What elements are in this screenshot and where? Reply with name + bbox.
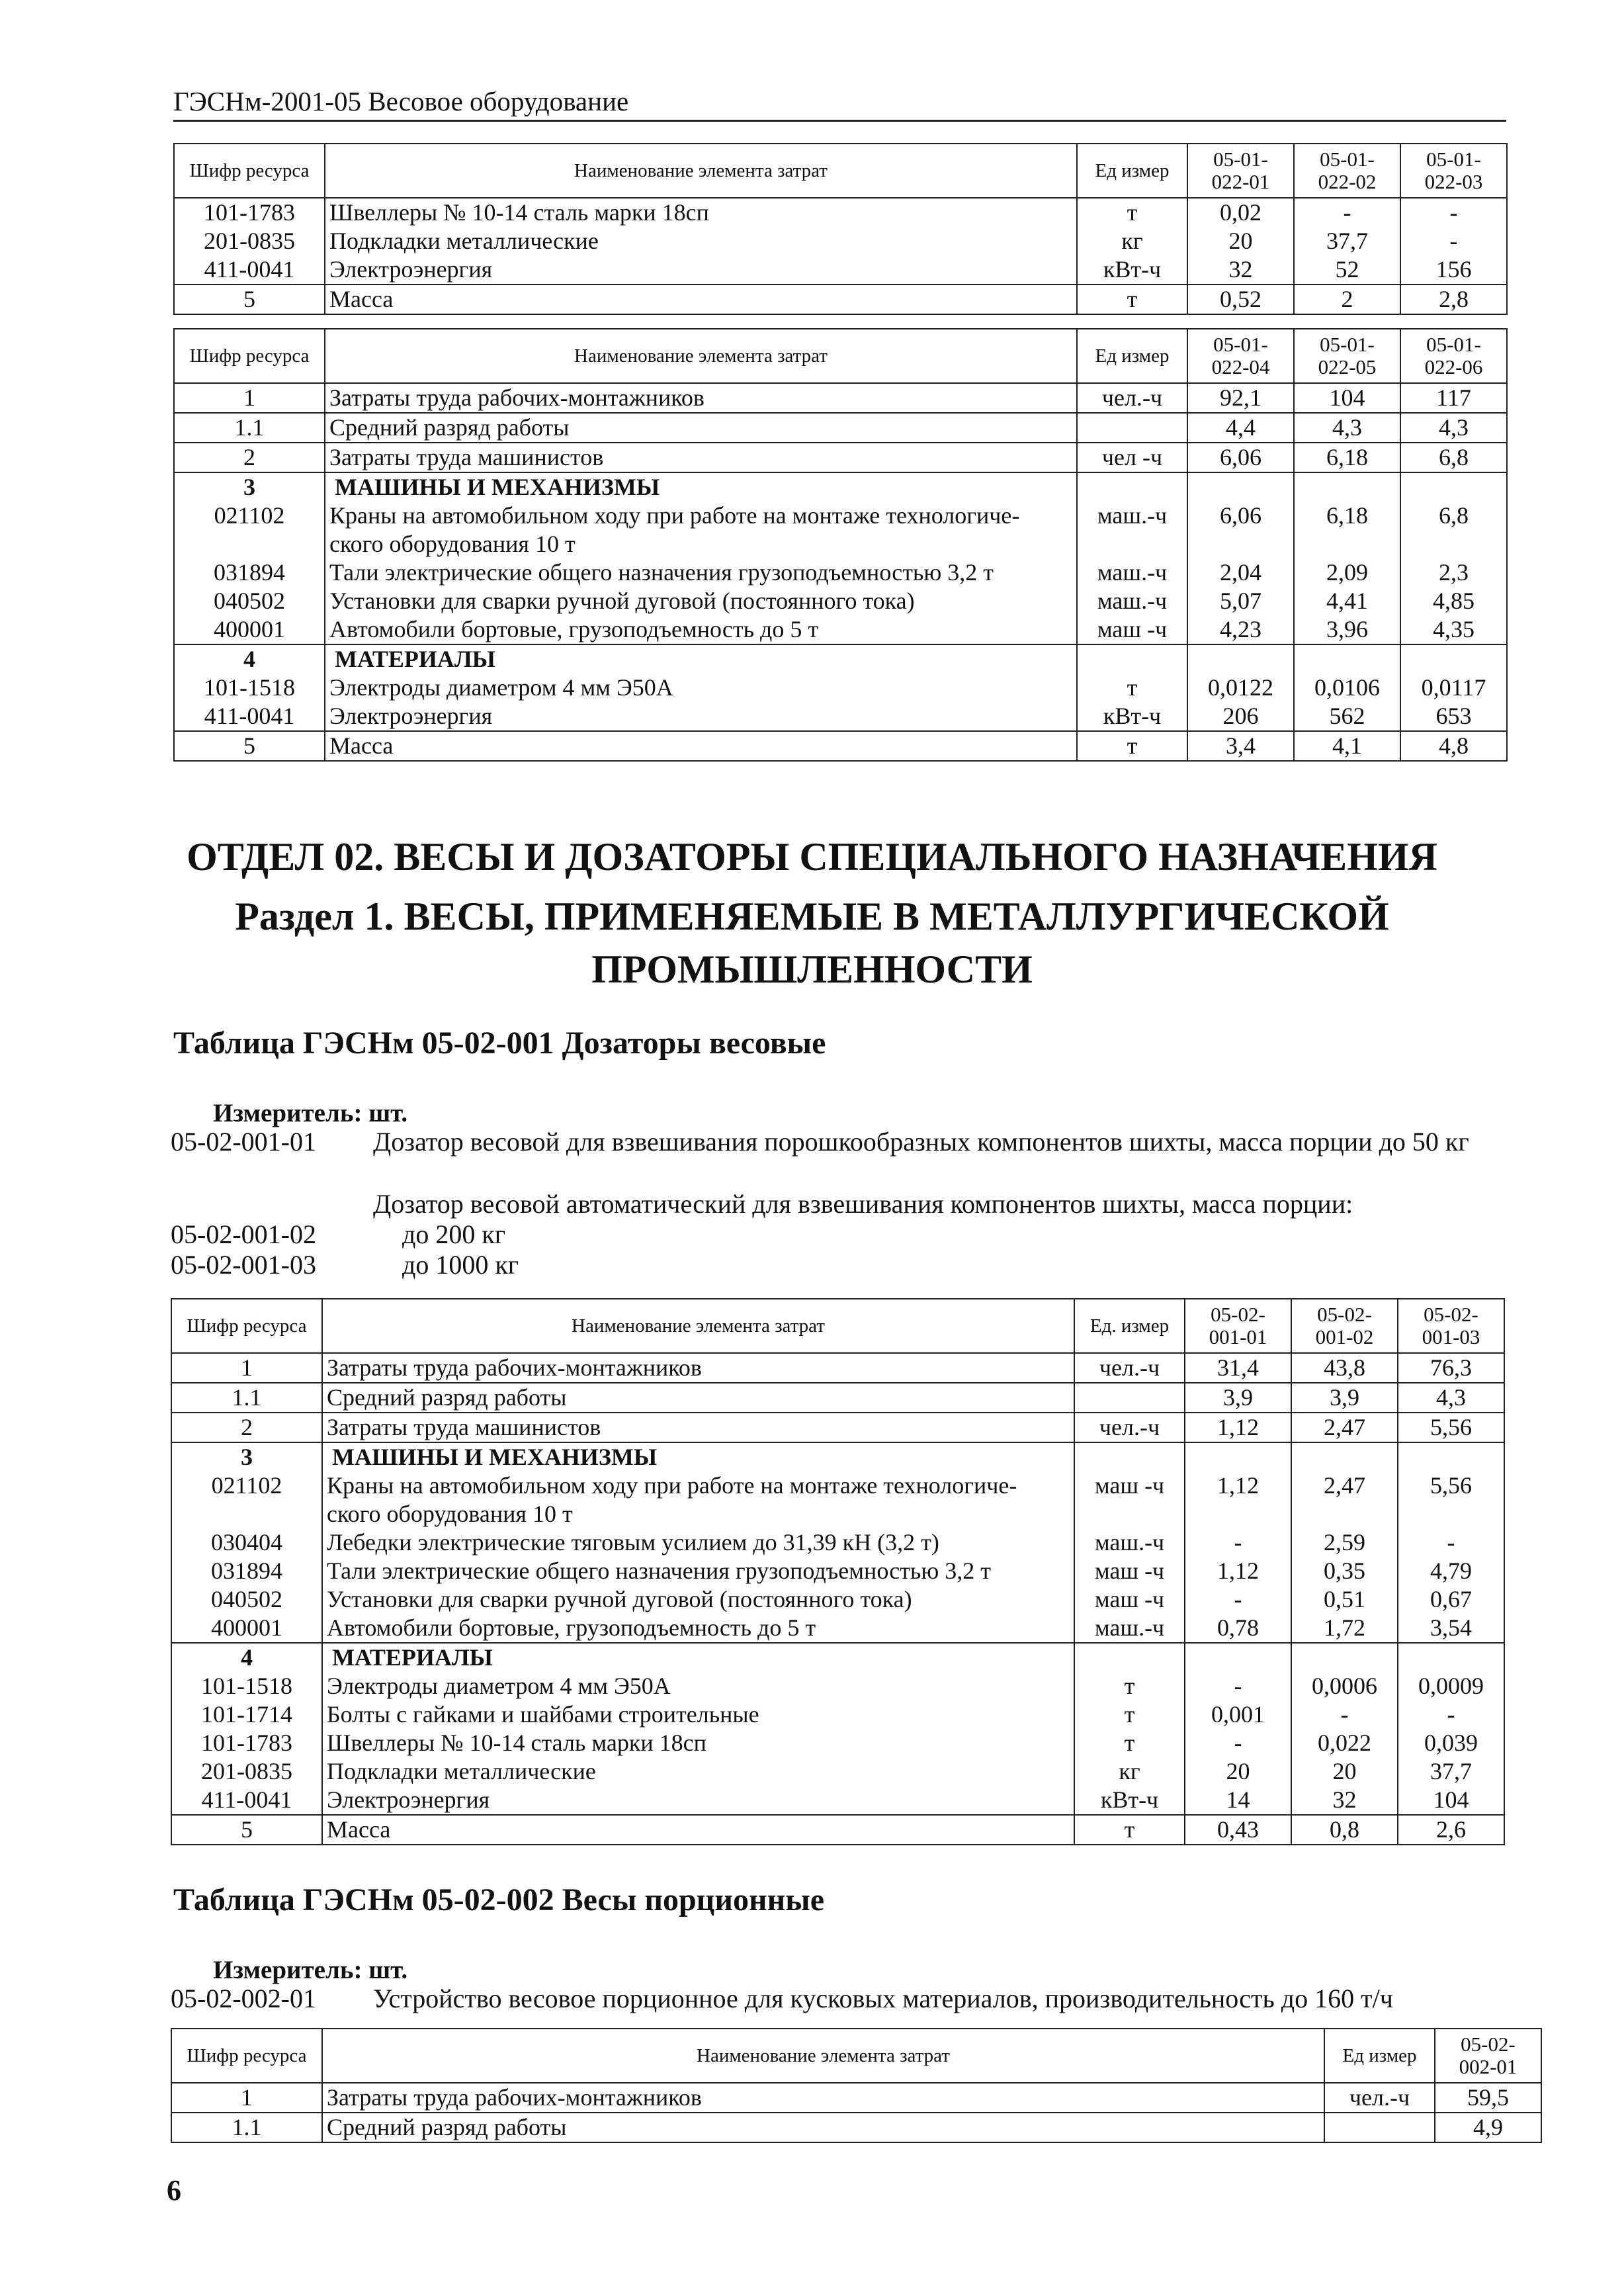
- norm-value: -: [1185, 1672, 1291, 1700]
- table-row: [174, 198, 1507, 227]
- unit-of-measure: маш.-ч: [1077, 587, 1187, 615]
- col-header-code: Шифр ресурса: [174, 329, 325, 383]
- table-row: [174, 443, 1507, 472]
- cost-element-name: Масса: [325, 731, 1077, 761]
- cost-element-name: Средний разряд работы: [325, 413, 1077, 443]
- norm-value: 43,8: [1291, 1353, 1398, 1383]
- resource-code: 201-0835: [171, 1757, 322, 1786]
- resource-code: 101-1783: [171, 1729, 322, 1757]
- norm-value: 2,47: [1291, 1471, 1398, 1528]
- resource-code: 031894: [171, 1557, 322, 1585]
- cost-element-name: Затраты труда рабочих-монтажников: [322, 1353, 1074, 1383]
- table-title: Таблица ГЭСНм 05-02-002 Весы порционные: [173, 1882, 825, 1917]
- norm-value: 32: [1187, 255, 1294, 285]
- department-heading: ОТДЕЛ 02. ВЕСЫ И ДОЗАТОРЫ СПЕЦИАЛЬНОГО НАЗНАЧЕНИЯ: [187, 835, 1437, 879]
- norm-value: 2,8: [1400, 285, 1507, 314]
- resource-code: 5: [171, 1815, 322, 1845]
- cost-element-name: Затраты труда машинистов: [325, 443, 1077, 472]
- norm-code: 05-02-002-01: [171, 1984, 316, 2013]
- norm-code: 05-02-001-01: [171, 1127, 316, 1157]
- norm-value: 5,07: [1187, 587, 1294, 615]
- section-heading-line: Раздел 1. ВЕСЫ, ПРИМЕНЯЕМЫЕ В МЕТАЛЛУРГИЧЕСКОЙ: [235, 895, 1389, 938]
- resource-code: 101-1783: [174, 198, 325, 227]
- col-header-name: Наименование элемента затрат: [325, 329, 1077, 383]
- col-header-unit: Ед. измер: [1074, 1299, 1185, 1353]
- table-row: [171, 1528, 1504, 1557]
- col-header-name: Наименование элемента затрат: [325, 144, 1077, 198]
- table-row: [171, 1815, 1504, 1845]
- unit-of-measure: [1074, 1442, 1185, 1471]
- norm-value: 0,52: [1187, 285, 1294, 314]
- norm-value: [1398, 1643, 1504, 1672]
- norm-value: [1294, 472, 1400, 502]
- norm-value: 31,4: [1185, 1353, 1291, 1383]
- col-header-norm: 05-02- 001-01: [1185, 1299, 1291, 1353]
- norm-value: 59,5: [1435, 2083, 1541, 2113]
- unit-of-measure: чел.-ч: [1074, 1353, 1185, 1383]
- norm-description: до 200 кг: [402, 1219, 506, 1249]
- resource-code: 1: [171, 2083, 322, 2113]
- table-row: [174, 674, 1507, 702]
- unit-of-measure: кВт-ч: [1074, 1786, 1185, 1815]
- col-header-norm: 05-01- 022-01: [1187, 144, 1294, 198]
- table-row: [174, 615, 1507, 644]
- norm-value: 6,8: [1400, 502, 1507, 558]
- unit-of-measure: маш -ч: [1074, 1471, 1185, 1528]
- cost-element-name: Электроды диаметром 4 мм Э50А: [325, 674, 1077, 702]
- resource-code: 1: [174, 383, 325, 413]
- norms-table-05-02-001: [171, 1298, 1505, 1845]
- resource-code: 5: [174, 285, 325, 314]
- norm-value: -: [1400, 227, 1507, 255]
- page-number: 6: [167, 2174, 181, 2207]
- unit-of-measure: т: [1077, 674, 1187, 702]
- norm-value: 37,7: [1398, 1757, 1504, 1786]
- unit-of-measure: т: [1074, 1672, 1185, 1700]
- unit-of-measure: маш.-ч: [1074, 1528, 1185, 1557]
- cost-element-name: Масса: [325, 285, 1077, 314]
- resource-code: 101-1714: [171, 1700, 322, 1729]
- norm-value: 1,72: [1291, 1614, 1398, 1643]
- unit-of-measure: т: [1077, 731, 1187, 761]
- norm-value: 2,3: [1400, 558, 1507, 587]
- col-header-norm: 05-01- 022-06: [1400, 329, 1507, 383]
- norm-value: 4,3: [1398, 1383, 1504, 1413]
- cost-element-name: Установки для сварки ручной дуговой (постоянного тока): [325, 587, 1077, 615]
- resource-code: 400001: [174, 615, 325, 644]
- norm-value: 6,06: [1187, 443, 1294, 472]
- table-row: [171, 1383, 1504, 1413]
- cost-element-name: Автомобили бортовые, грузоподъемность до 5 т: [325, 615, 1077, 644]
- norm-value: 4,35: [1400, 615, 1507, 644]
- unit-of-measure: кг: [1074, 1757, 1185, 1786]
- resource-code: 031894: [174, 558, 325, 587]
- table-body: [174, 198, 1507, 314]
- norm-value: 0,0122: [1187, 674, 1294, 702]
- table-row: [171, 1786, 1504, 1815]
- unit-of-measure: маш -ч: [1077, 615, 1187, 644]
- norm-value: [1185, 1442, 1291, 1471]
- table-row: [174, 383, 1507, 413]
- unit-of-measure: [1324, 2113, 1435, 2142]
- norm-value: 6,18: [1294, 443, 1400, 472]
- unit-of-measure: маш.-ч: [1077, 502, 1187, 558]
- cost-element-name: Затраты труда рабочих-монтажников: [322, 2083, 1324, 2113]
- unit-of-measure: [1074, 1643, 1185, 1672]
- resource-code: 411-0041: [171, 1786, 322, 1815]
- resource-code: 101-1518: [171, 1672, 322, 1700]
- cost-element-name: Швеллеры № 10-14 сталь марки 18сп: [322, 1729, 1074, 1757]
- col-header-unit: Ед измер: [1077, 329, 1187, 383]
- norm-value: 653: [1400, 702, 1507, 731]
- unit-of-measure: маш -ч: [1074, 1557, 1185, 1585]
- col-header-name: Наименование элемента затрат: [322, 1299, 1074, 1353]
- norm-value: 0,67: [1398, 1585, 1504, 1614]
- norm-description: до 1000 кг: [402, 1250, 519, 1280]
- table-header-row: [174, 329, 1507, 383]
- table-header-row: [171, 1299, 1504, 1353]
- resource-code: 5: [174, 731, 325, 761]
- norm-value: 4,79: [1398, 1557, 1504, 1585]
- table-body: [174, 383, 1507, 761]
- resource-code: 021102: [171, 1471, 322, 1528]
- table-row: [174, 558, 1507, 587]
- resource-code: 2: [171, 1413, 322, 1442]
- norm-value: 1,12: [1185, 1557, 1291, 1585]
- unit-of-measure: маш.-ч: [1074, 1614, 1185, 1643]
- unit-of-measure: чел.-ч: [1324, 2083, 1435, 2113]
- norm-value: [1187, 472, 1294, 502]
- resource-code: 1: [171, 1353, 322, 1383]
- col-header-norm: 05-02- 001-03: [1398, 1299, 1504, 1353]
- norm-value: 2,59: [1291, 1528, 1398, 1557]
- unit-of-measure: чел.-ч: [1074, 1413, 1185, 1442]
- norm-value: -: [1185, 1729, 1291, 1757]
- unit-of-measure: кг: [1077, 227, 1187, 255]
- table-row: [171, 1442, 1504, 1471]
- unit-of-measure: [1077, 413, 1187, 443]
- norm-value: 37,7: [1294, 227, 1400, 255]
- table-row: [174, 255, 1507, 285]
- norm-description: Устройство весовое порционное для кусковых материалов, производительность до 160 т/ч: [373, 1984, 1393, 2013]
- norm-value: 4,85: [1400, 587, 1507, 615]
- norm-value: 0,039: [1398, 1729, 1504, 1757]
- norm-value: 0,022: [1291, 1729, 1398, 1757]
- table-row: [174, 285, 1507, 314]
- cost-element-name: Подкладки металлические: [322, 1757, 1074, 1786]
- norm-value: 5,56: [1398, 1471, 1504, 1528]
- resource-code: 101-1518: [174, 674, 325, 702]
- resource-code: 3: [171, 1442, 322, 1471]
- col-header-norm: 05-01- 022-04: [1187, 329, 1294, 383]
- norm-value: 156: [1400, 255, 1507, 285]
- norm-value: 0,0117: [1400, 674, 1507, 702]
- table-row: [171, 1700, 1504, 1729]
- table-row: [174, 644, 1507, 674]
- table-row: [171, 1471, 1504, 1528]
- measure-unit: Измеритель: шт.: [213, 1099, 408, 1127]
- unit-of-measure: т: [1074, 1815, 1185, 1845]
- norm-value: 6,18: [1294, 502, 1400, 558]
- table-row: [171, 1643, 1504, 1672]
- norm-value: 0,0009: [1398, 1672, 1504, 1700]
- cost-element-name: МАТЕРИАЛЫ: [322, 1643, 1074, 1672]
- norm-value: 5,56: [1398, 1413, 1504, 1442]
- norm-value: 32: [1291, 1786, 1398, 1815]
- resource-code: 4: [171, 1643, 322, 1672]
- table-row: [171, 1729, 1504, 1757]
- norm-value: -: [1398, 1700, 1504, 1729]
- norm-code: 05-02-001-03: [171, 1250, 316, 1280]
- col-header-norm: 05-01- 022-03: [1400, 144, 1507, 198]
- unit-of-measure: т: [1074, 1729, 1185, 1757]
- norm-value: 2,6: [1398, 1815, 1504, 1845]
- running-header: ГЭСНм-2001-05 Весовое оборудование: [173, 83, 1506, 122]
- table-row: [171, 1413, 1504, 1442]
- norm-value: [1187, 644, 1294, 674]
- cost-element-name: Электроэнергия: [325, 702, 1077, 731]
- unit-of-measure: маш.-ч: [1077, 558, 1187, 587]
- table-title: Таблица ГЭСНм 05-02-001 Дозаторы весовые: [173, 1026, 826, 1061]
- table-row: [171, 1585, 1504, 1614]
- table-row: [171, 1557, 1504, 1585]
- table-body: [171, 1353, 1504, 1845]
- table-row: [174, 227, 1507, 255]
- norm-value: 92,1: [1187, 383, 1294, 413]
- norm-value: 0,8: [1291, 1815, 1398, 1845]
- cost-element-name: Затраты труда машинистов: [322, 1413, 1074, 1442]
- norm-value: 2: [1294, 285, 1400, 314]
- col-header-norm: 05-02- 001-02: [1291, 1299, 1398, 1353]
- norm-value: [1291, 1442, 1398, 1471]
- table-row: [171, 1353, 1504, 1383]
- resource-code: 201-0835: [174, 227, 325, 255]
- unit-of-measure: кВт-ч: [1077, 702, 1187, 731]
- norm-value: 2,47: [1291, 1413, 1398, 1442]
- norm-value: -: [1400, 198, 1507, 227]
- norm-value: [1398, 1442, 1504, 1471]
- col-header-unit: Ед измер: [1324, 2029, 1435, 2083]
- table-row: [174, 413, 1507, 443]
- norm-value: 117: [1400, 383, 1507, 413]
- cost-element-name: Швеллеры № 10-14 сталь марки 18сп: [325, 198, 1077, 227]
- unit-of-measure: [1074, 1383, 1185, 1413]
- unit-of-measure: [1077, 644, 1187, 674]
- cost-element-name: Краны на автомобильном ходу при работе на монтаже технологиче-ского оборудования 10 т: [325, 502, 1077, 558]
- cost-element-name: Установки для сварки ручной дуговой (постоянного тока): [322, 1585, 1074, 1614]
- cost-element-name: Средний разряд работы: [322, 2113, 1324, 2142]
- table-header-row: [174, 144, 1507, 198]
- resource-code: 030404: [171, 1528, 322, 1557]
- norm-value: 4,3: [1400, 413, 1507, 443]
- col-header-code: Шифр ресурса: [174, 144, 325, 198]
- unit-of-measure: т: [1074, 1700, 1185, 1729]
- table-row: [174, 702, 1507, 731]
- cost-element-name: Болты с гайками и шайбами строительные: [322, 1700, 1074, 1729]
- measure-unit: Измеритель: шт.: [213, 1956, 408, 1984]
- norm-value: 0,02: [1187, 198, 1294, 227]
- col-header-code: Шифр ресурса: [171, 2029, 322, 2083]
- table-row: [171, 2113, 1541, 2142]
- norm-value: [1185, 1643, 1291, 1672]
- resource-code: 4: [174, 644, 325, 674]
- cost-element-name: Лебедки электрические тяговым усилием до 31,39 кН (3,2 т): [322, 1528, 1074, 1557]
- cost-element-name: МАШИНЫ И МЕХАНИЗМЫ: [322, 1442, 1074, 1471]
- norm-value: 20: [1187, 227, 1294, 255]
- norm-value: 76,3: [1398, 1353, 1504, 1383]
- norm-value: [1400, 472, 1507, 502]
- norm-value: 2,09: [1294, 558, 1400, 587]
- cost-element-name: МАТЕРИАЛЫ: [325, 644, 1077, 674]
- col-header-unit: Ед измер: [1077, 144, 1187, 198]
- unit-of-measure: маш -ч: [1074, 1585, 1185, 1614]
- resource-code: 411-0041: [174, 255, 325, 285]
- norm-value: 206: [1187, 702, 1294, 731]
- norm-value: 20: [1291, 1757, 1398, 1786]
- resource-code: 021102: [174, 502, 325, 558]
- norm-value: 0,0106: [1294, 674, 1400, 702]
- norm-value: 1,12: [1185, 1471, 1291, 1528]
- norm-value: 0,001: [1185, 1700, 1291, 1729]
- unit-of-measure: чел -ч: [1077, 443, 1187, 472]
- norm-value: -: [1398, 1528, 1504, 1557]
- cost-element-name: Автомобили бортовые, грузоподъемность до 5 т: [322, 1614, 1074, 1643]
- table-row: [171, 1757, 1504, 1786]
- resource-code: 040502: [174, 587, 325, 615]
- norm-value: 3,4: [1187, 731, 1294, 761]
- norm-value: 104: [1398, 1786, 1504, 1815]
- col-header-name: Наименование элемента затрат: [322, 2029, 1324, 2083]
- table-row: [174, 587, 1507, 615]
- resource-code: 400001: [171, 1614, 322, 1643]
- section-heading: [0, 890, 1624, 996]
- norm-value: [1291, 1643, 1398, 1672]
- table-row: [174, 731, 1507, 761]
- resource-code: 1.1: [171, 2113, 322, 2142]
- norm-code: 05-02-001-02: [171, 1219, 316, 1249]
- resource-code: 3: [174, 472, 325, 502]
- norm-value: 0,35: [1291, 1557, 1398, 1585]
- cost-element-name: Масса: [322, 1815, 1074, 1845]
- norm-value: 4,8: [1400, 731, 1507, 761]
- norm-value: -: [1291, 1700, 1398, 1729]
- norm-value: [1400, 644, 1507, 674]
- unit-of-measure: [1077, 472, 1187, 502]
- norms-table-05-02-002: [171, 2028, 1542, 2143]
- resource-code: 1.1: [174, 413, 325, 443]
- cost-element-name: Подкладки металлические: [325, 227, 1077, 255]
- cost-element-name: Тали электрические общего назначения грузоподъемностью 3,2 т: [322, 1557, 1074, 1585]
- norm-description: Дозатор весовой автоматический для взвешивания компонентов шихты, масса порции:: [373, 1189, 1353, 1219]
- norm-value: 562: [1294, 702, 1400, 731]
- norm-value: 4,3: [1294, 413, 1400, 443]
- norm-value: 6,06: [1187, 502, 1294, 558]
- norm-value: 20: [1185, 1757, 1291, 1786]
- unit-of-measure: чел.-ч: [1077, 383, 1187, 413]
- col-header-norm: 05-02- 002-01: [1435, 2029, 1541, 2083]
- norm-value: 4,1: [1294, 731, 1400, 761]
- table-row: [174, 472, 1507, 502]
- table-row: [171, 1614, 1504, 1643]
- norm-value: 3,9: [1291, 1383, 1398, 1413]
- col-header-code: Шифр ресурса: [171, 1299, 322, 1353]
- col-header-norm: 05-01- 022-02: [1294, 144, 1400, 198]
- norm-value: -: [1185, 1528, 1291, 1557]
- resource-code: 2: [174, 443, 325, 472]
- col-header-norm: 05-01- 022-05: [1294, 329, 1400, 383]
- table-row: [174, 502, 1507, 558]
- table-body: [171, 2083, 1541, 2142]
- cost-element-name: Краны на автомобильном ходу при работе на монтаже технологиче-ского оборудования 10 т: [322, 1471, 1074, 1528]
- table-row: [171, 2083, 1541, 2113]
- norm-value: -: [1185, 1585, 1291, 1614]
- norm-value: 3,9: [1185, 1383, 1291, 1413]
- norm-value: 4,41: [1294, 587, 1400, 615]
- norm-value: 4,23: [1187, 615, 1294, 644]
- resource-code: 040502: [171, 1585, 322, 1614]
- cost-element-name: Затраты труда рабочих-монтажников: [325, 383, 1077, 413]
- norm-value: 104: [1294, 383, 1400, 413]
- norm-value: -: [1294, 198, 1400, 227]
- table-row: [171, 1672, 1504, 1700]
- norm-item: [171, 1127, 1514, 1188]
- unit-of-measure: т: [1077, 285, 1187, 314]
- norm-value: 1,12: [1185, 1413, 1291, 1442]
- norm-value: 0,78: [1185, 1614, 1291, 1643]
- norm-value: 52: [1294, 255, 1400, 285]
- cost-element-name: Тали электрические общего назначения грузоподъемностью 3,2 т: [325, 558, 1077, 587]
- table-header-row: [171, 2029, 1541, 2083]
- section-heading-line: ПРОМЫШЛЕННОСТИ: [591, 947, 1033, 991]
- norm-value: 0,51: [1291, 1585, 1398, 1614]
- unit-of-measure: т: [1077, 198, 1187, 227]
- cost-element-name: Электроэнергия: [325, 255, 1077, 285]
- norm-value: 14: [1185, 1786, 1291, 1815]
- norm-value: 6,8: [1400, 443, 1507, 472]
- resource-code: 411-0041: [174, 702, 325, 731]
- unit-of-measure: кВт-ч: [1077, 255, 1187, 285]
- norms-table-022-continued: [173, 143, 1508, 315]
- norm-value: 4,9: [1435, 2113, 1541, 2142]
- norm-value: 2,04: [1187, 558, 1294, 587]
- norms-table-022-04-06: [173, 328, 1508, 762]
- norm-value: 3,96: [1294, 615, 1400, 644]
- norm-value: 0,0006: [1291, 1672, 1398, 1700]
- cost-element-name: Электроэнергия: [322, 1786, 1074, 1815]
- cost-element-name: МАШИНЫ И МЕХАНИЗМЫ: [325, 472, 1077, 502]
- cost-element-name: Средний разряд работы: [322, 1383, 1074, 1413]
- norm-value: 3,54: [1398, 1614, 1504, 1643]
- norm-value: 0,43: [1185, 1815, 1291, 1845]
- norm-description: Дозатор весовой для взвешивания порошкообразных компонентов шихты, масса порции до 50 кг: [373, 1127, 1469, 1157]
- norm-value: [1294, 644, 1400, 674]
- resource-code: 1.1: [171, 1383, 322, 1413]
- norm-value: 4,4: [1187, 413, 1294, 443]
- cost-element-name: Электроды диаметром 4 мм Э50А: [322, 1672, 1074, 1700]
